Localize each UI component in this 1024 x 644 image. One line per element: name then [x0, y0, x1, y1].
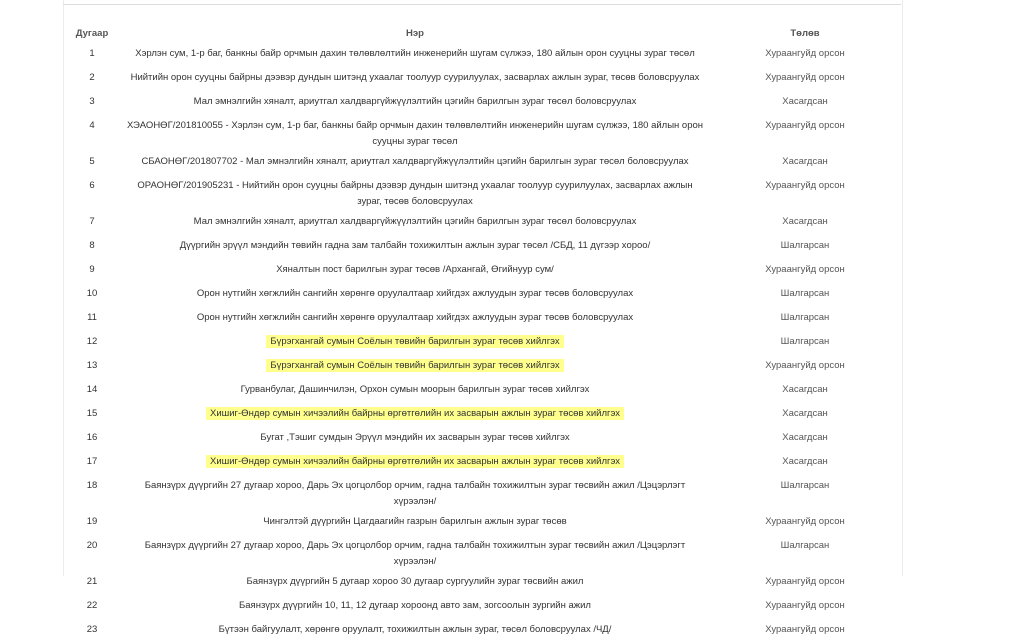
table-row[interactable]: [64, 308, 900, 332]
row-name[interactable]: Гурванбулаг, Дашинчилэн, Орхон сумын моорын барилгын зураг төсөв хийлгэх: [240, 384, 590, 395]
row-status: Шалгарсан: [780, 240, 830, 251]
table-row[interactable]: [64, 332, 900, 356]
row-name-highlighted[interactable]: Бүрэгхангай сумын Соёлын төвийн барилгын зураг төсөв хийлгэх: [266, 359, 563, 372]
row-status: Хасагдсан: [782, 216, 828, 227]
row-status: Хасагдсан: [782, 384, 828, 395]
row-name-cell: [120, 92, 710, 116]
table-row[interactable]: [64, 116, 900, 152]
row-number: 10: [86, 288, 98, 299]
row-name-cell: [120, 356, 710, 380]
row-name[interactable]: Мал эмнэлгийн хяналт, ариутгал халдваргүйжүүлэлтийн цэгийн барилгын зураг төсөл боловсруулах: [193, 96, 637, 107]
row-number: 6: [89, 180, 95, 191]
table-row[interactable]: [64, 44, 900, 68]
table-row[interactable]: [64, 260, 900, 284]
row-number: 20: [86, 540, 98, 551]
row-number: 15: [86, 408, 98, 419]
table-row[interactable]: [64, 176, 900, 212]
row-number: 12: [86, 336, 98, 347]
row-name-cell: [120, 452, 710, 476]
table-row[interactable]: [64, 92, 900, 116]
row-status: Хураангуйд орсон: [765, 360, 845, 371]
row-name-highlighted[interactable]: Хишиг-Өндөр сумын хичээлийн байрны өргөтгөлийн их засварын ажлын зураг төсөв хийлгэх: [206, 407, 624, 420]
row-number: 21: [86, 576, 98, 587]
table-row[interactable]: [64, 152, 900, 176]
column-header-status[interactable]: Төлөв: [790, 27, 820, 39]
row-name[interactable]: ОРАОНӨГ/201905231 - Нийтийн орон сууцны байрны дээвэр дундын шитэнд ухаалаг тоолуур суурилуулах, засварлах ажлын зураг, төсөв боловсруулах: [137, 180, 693, 207]
row-number: 9: [89, 264, 95, 275]
row-status: Хасагдсан: [782, 432, 828, 443]
top-divider: [63, 4, 901, 5]
row-name[interactable]: Чингэлтэй дүүргийн Цагдаагийн газрын барилгын ажлын зураг төсөв: [263, 516, 567, 527]
table-row[interactable]: [64, 596, 900, 620]
row-number: 19: [86, 516, 98, 527]
row-status: Шалгарсан: [780, 288, 830, 299]
table-header-row: [64, 22, 900, 44]
row-number: 18: [86, 480, 98, 491]
row-name-cell: [120, 44, 710, 68]
row-name-cell: [120, 512, 710, 536]
row-status: Хураангуйд орсон: [765, 516, 845, 527]
row-name[interactable]: Хяналтын пост барилгын зураг төсөв /Архангай, Өгийнуур сум/: [276, 264, 554, 275]
row-status: Хураангуйд орсон: [765, 576, 845, 587]
row-name[interactable]: Хэрлэн сум, 1-р баг, банкны байр орчмын дахин төлөвлөлтийн инженерийн шугам сүлжээ, 180 айлын орон сууцны зураг төсөл: [135, 48, 695, 59]
row-name-cell: [120, 260, 710, 284]
table-row[interactable]: [64, 512, 900, 536]
row-number: 22: [86, 600, 98, 611]
row-name-cell: [120, 596, 710, 620]
row-number: 1: [89, 48, 95, 59]
row-name-cell: [120, 620, 710, 644]
row-number: 7: [89, 216, 95, 227]
table-row[interactable]: [64, 404, 900, 428]
row-status: Хураангуйд орсон: [765, 180, 845, 191]
table-row[interactable]: [64, 452, 900, 476]
row-number: 4: [89, 120, 95, 131]
row-status: Шалгарсан: [780, 336, 830, 347]
row-name-cell: [120, 404, 710, 428]
row-name[interactable]: СБАОНӨГ/201807702 - Мал эмнэлгийн хяналт, ариутгал халдваргүйжүүлэлтийн цэгийн барилгын зураг төсөл боловсруулах: [141, 156, 689, 167]
row-name-cell: [120, 236, 710, 260]
row-name-cell: [120, 284, 710, 308]
row-number: 11: [87, 312, 97, 323]
row-name[interactable]: Дүүргийн эрүүл мэндийн төвийн гадна зам талбайн тохижилтын ажлын зураг төсөл /СБД, 11 дүгээр хороо/: [179, 240, 651, 251]
row-name[interactable]: Баянзүрх дүүргийн 5 дугаар хороо 30 дугаар сургуулийн зураг төсвийн ажил: [246, 576, 584, 587]
row-number: 16: [86, 432, 98, 443]
row-name[interactable]: Орон нутгийн хөгжлийн сангийн хөрөнгө оруулалтаар хийгдэх ажлуудын зураг төсөв боловсруулах: [196, 312, 634, 323]
row-name-cell: [120, 380, 710, 404]
row-name[interactable]: Орон нутгийн хөгжлийн сангийн хөрөнгө оруулалтаар хийгдэх ажлуудын зураг төсөв боловсруулах: [196, 288, 634, 299]
row-status: Хураангуйд орсон: [765, 264, 845, 275]
row-status: Хасагдсан: [782, 456, 828, 467]
row-number: 5: [89, 156, 95, 167]
row-number: 13: [86, 360, 98, 371]
row-name-cell: [120, 536, 710, 572]
row-name-cell: [120, 308, 710, 332]
row-status: Шалгарсан: [780, 540, 830, 551]
row-name-highlighted[interactable]: Бүрэгхангай сумын Соёлын төвийн барилгын зураг төсөв хийлгэх: [266, 335, 563, 348]
table-row[interactable]: [64, 380, 900, 404]
table-row[interactable]: [64, 284, 900, 308]
row-status: Хураангуйд орсон: [765, 624, 845, 635]
row-name-cell: [120, 116, 710, 152]
row-name[interactable]: Бүтээн байгуулалт, хөрөнгө оруулалт, тохижилтын ажлын зураг, төсөл боловсруулах /ЧД/: [218, 624, 612, 635]
row-status: Хураангуйд орсон: [765, 72, 845, 83]
row-status: Шалгарсан: [780, 480, 830, 491]
row-number: 8: [89, 240, 95, 251]
table-row[interactable]: [64, 212, 900, 236]
row-status: Хураангуйд орсон: [765, 120, 845, 131]
table-row[interactable]: [64, 620, 900, 644]
row-name-cell: [120, 332, 710, 356]
row-name[interactable]: Баянзүрх дүүргийн 27 дугаар хороо, Дарь Эх цогцолбор орчим, гадна талбайн тохижилтын зураг төсвийн ажил /Цэцэрлэгт хүрээлэн/: [144, 540, 686, 567]
table-row[interactable]: [64, 68, 900, 92]
tenders-table: [64, 22, 900, 644]
row-status: Хасагдсан: [782, 156, 828, 167]
table-row[interactable]: [64, 476, 900, 512]
row-status: Хасагдсан: [782, 96, 828, 107]
row-number: 3: [89, 96, 95, 107]
column-header-name[interactable]: Нэр: [406, 27, 424, 39]
column-header-number[interactable]: Дугаар: [75, 27, 109, 39]
row-name[interactable]: Баянзүрх дүүргийн 10, 11, 12 дугаар хороонд авто зам, зогсоолын зургийн ажил: [239, 600, 591, 611]
row-name[interactable]: Нийтийн орон сууцны байрны дээвэр дундын шитэнд ухаалаг тоолуур суурилуулах, засварлах ажлын зураг, төсөв боловсруулах: [130, 72, 700, 83]
row-name[interactable]: Баянзүрх дүүргийн 27 дугаар хороо, Дарь Эх цогцолбор орчим, гадна талбайн тохижилтын зураг төсвийн ажил /Цэцэрлэгт хүрээлэн/: [144, 480, 686, 507]
row-name-cell: [120, 476, 710, 512]
row-name[interactable]: Мал эмнэлгийн хяналт, ариутгал халдваргүйжүүлэлтийн цэгийн барилгын зураг төсөл боловсруулах: [193, 216, 637, 227]
table-row[interactable]: [64, 236, 900, 260]
row-name[interactable]: Бугат ,Тэшиг сумдын Эрүүл мэндийн их засварын зураг төсөв хийлгэх: [260, 432, 570, 443]
row-name-cell: [120, 212, 710, 236]
table-row[interactable]: [64, 428, 900, 452]
row-name-cell: [120, 68, 710, 92]
row-name[interactable]: ХЭАОНӨГ/201810055 - Хэрлэн сум, 1-р баг, банкны байр орчмын дахин төлөвлөлтийн инженерийн шугам сүлжээ, 180 айлын орон сууцны зураг төсөл: [126, 120, 704, 147]
row-status: Хасагдсан: [782, 408, 828, 419]
row-number: 17: [86, 456, 98, 467]
row-name-cell: [120, 152, 710, 176]
row-name-cell: [120, 176, 710, 212]
row-status: Хураангуйд орсон: [765, 48, 845, 59]
table-row[interactable]: [64, 356, 900, 380]
row-status: Хураангуйд орсон: [765, 600, 845, 611]
row-name-highlighted[interactable]: Хишиг-Өндөр сумын хичээлийн байрны өргөтгөлийн их засварын ажлын зураг төсөв хийлгэх: [206, 455, 624, 468]
row-number: 23: [86, 624, 98, 635]
row-number: 2: [89, 72, 95, 83]
row-name-cell: [120, 428, 710, 452]
row-status: Шалгарсан: [780, 312, 830, 323]
row-number: 14: [86, 384, 98, 395]
table-row[interactable]: [64, 536, 900, 572]
